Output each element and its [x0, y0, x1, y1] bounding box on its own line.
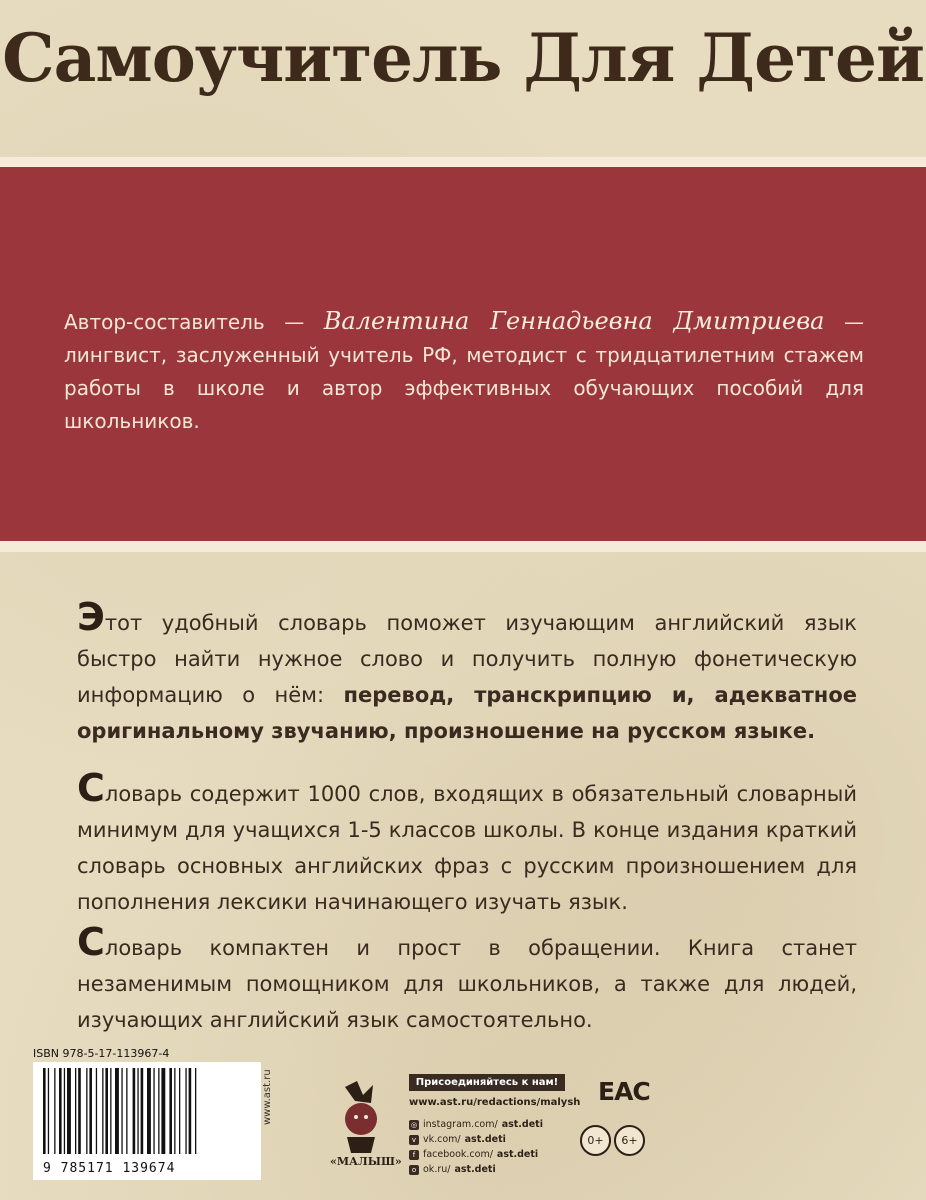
barcode-number: 9 785171 139674	[43, 1161, 176, 1176]
author-name: Валентина Геннадьевна Дмитриева	[323, 307, 825, 335]
instagram-icon: ◎	[410, 1120, 418, 1129]
eac-mark: EAC	[598, 1077, 650, 1106]
paragraph-text: тот удобный словарь поможет изучающим английский язык быстро найти нужное слово и получить полную фонетическую информацию о нём:	[77, 611, 857, 707]
barcode-bar	[121, 1068, 122, 1154]
publisher-logo-text: «МАЛЫШ»	[330, 1155, 402, 1168]
barcode-bar	[110, 1068, 111, 1154]
paragraph-text: ловарь компактен и прост в обращении. Книга станет незаменимым помощником для школьников, а также для людей, изучающих английский язык самостоятельно.	[77, 936, 857, 1032]
barcode-bar	[64, 1068, 65, 1154]
barcode-bar	[153, 1068, 154, 1154]
barcode-bar	[141, 1068, 144, 1154]
barcode-bar	[174, 1068, 175, 1154]
book-title: Самоучитель Для Детей	[2, 19, 924, 97]
isbn-label: ISBN 978-5-17-113967-4	[33, 1047, 170, 1060]
join-banner: Присоединяйтесь к нам!	[409, 1074, 565, 1091]
barcode-bar	[105, 1068, 108, 1154]
age-rating-badge: 6+	[614, 1125, 645, 1156]
author-prefix: Автор-составитель —	[64, 310, 305, 334]
publisher-site-link[interactable]: www.ast.ru/redactions/malysh	[409, 1097, 581, 1108]
barcode-bar	[115, 1068, 119, 1154]
barcode-bar	[185, 1068, 186, 1154]
barcode-bar	[48, 1068, 49, 1154]
barcode-bar	[161, 1068, 165, 1154]
author-info	[64, 305, 864, 438]
barcode-bar	[158, 1068, 159, 1154]
barcode-bar	[179, 1068, 180, 1154]
vk-icon: v	[409, 1135, 419, 1145]
drop-cap: С	[77, 766, 105, 810]
barcode-bar	[78, 1068, 81, 1154]
barcode-bar	[67, 1068, 71, 1154]
social-links	[409, 1117, 543, 1177]
social-link[interactable]: v vk.com/ ast.deti	[409, 1132, 543, 1147]
author-description: — лингвист, заслуженный учитель РФ, методист с тридцатилетним стажем работы в школе и автор эффективных обучающих пособий для школьников.	[64, 310, 864, 433]
paragraph-text: ловарь содержит 1000 слов, входящих в обязательный словарный минимум для учащихся 1-5 классов школы. В конце издания краткий словарь основных английских фраз с русским произношением для пополнения лексики начинающего изучать язык.	[77, 782, 857, 914]
barcode	[33, 1062, 261, 1180]
barcode-bar	[147, 1068, 151, 1154]
barcode-bar	[189, 1068, 192, 1154]
facebook-icon: f	[409, 1150, 419, 1160]
website-vertical: www.ast.ru	[262, 1069, 273, 1125]
barcode-bar	[195, 1068, 196, 1154]
paragraph-2	[77, 766, 857, 920]
odnoklassniki-icon: o	[409, 1165, 419, 1175]
barcode-bar	[126, 1068, 127, 1154]
barcode-bar	[137, 1068, 138, 1154]
author-band	[0, 167, 926, 541]
barcode-bar	[89, 1068, 92, 1154]
paragraph-1	[77, 595, 857, 749]
barcode-bar	[43, 1068, 46, 1154]
paragraph-bold-text: перевод, транскрипцию и, адекватное оригинальному звучанию, произношение на русском языке.	[77, 683, 857, 743]
social-link[interactable]: ◎ instagram.com/ ast.deti	[410, 1119, 543, 1130]
barcode-bar	[169, 1068, 172, 1154]
social-link[interactable]: f facebook.com/ ast.deti	[409, 1147, 543, 1162]
drop-cap: Э	[77, 595, 105, 639]
barcode-bar	[86, 1068, 87, 1154]
barcode-bars	[41, 1068, 253, 1156]
paragraph-3	[77, 920, 857, 1038]
barcode-bar	[75, 1068, 76, 1154]
barcode-bar	[54, 1068, 55, 1154]
barcode-bar	[96, 1068, 97, 1154]
barcode-bar	[59, 1068, 62, 1154]
social-link[interactable]: o ok.ru/ ast.deti	[409, 1162, 543, 1177]
barcode-bar	[102, 1068, 103, 1154]
drop-cap: С	[77, 920, 105, 964]
age-rating-badge: 0+	[580, 1125, 611, 1156]
author-band-frame	[0, 157, 926, 552]
barcode-bar	[133, 1068, 136, 1154]
